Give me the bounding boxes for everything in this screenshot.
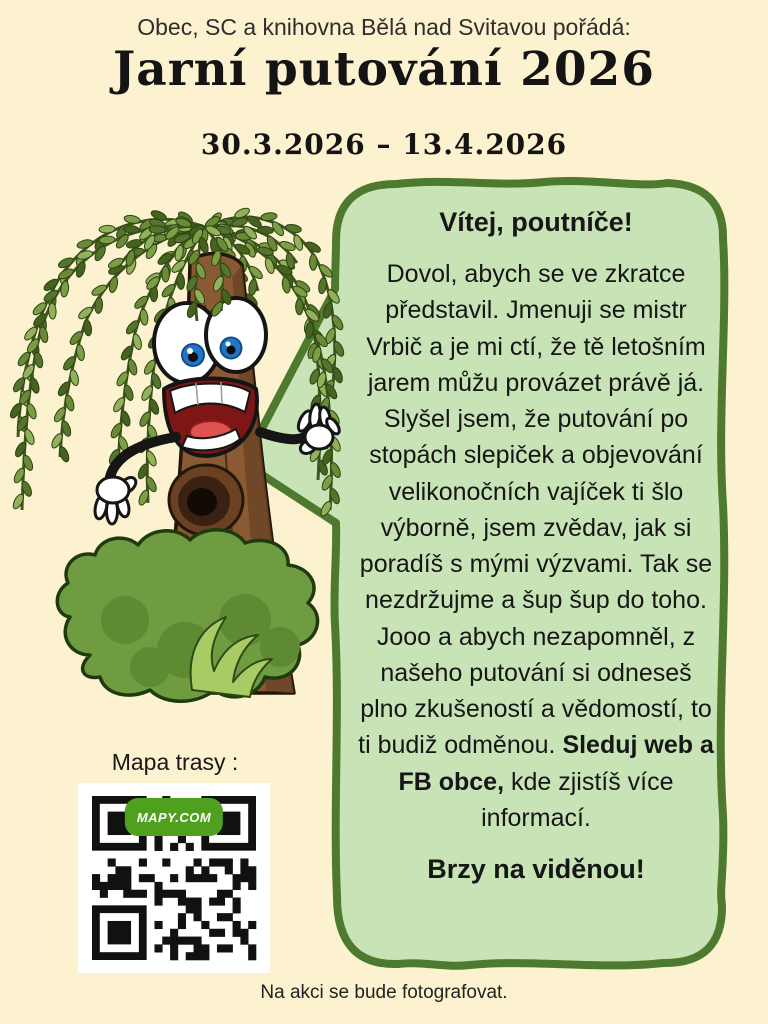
mapy-badge xyxy=(125,798,223,836)
map-label: Mapa trasy : xyxy=(111,749,239,775)
bubble-body-text: Dovol, abych se ve zkratce představil. Jmenuji se mistr Vrbič a je mi ctí, že tě letošním jarem můžu provázet právě já. Slyšel jsem, že putování po stopách slepiček a objevování velikonočních vajíček ti šlo výborně, jsem zvědav, jak si poradíš s mými výzvami. Tak se nezdržujme a šup šup do toho. Jooo a abych nezapomněl, z našeho putování si odneseš plno zkušeností a vědomostí, to ti budiž odměnou. xyxy=(358,260,713,760)
bubble-greeting: Vítej, poutníče! xyxy=(439,207,633,237)
bubble-callout-bold: Sleduj web a FB obce, xyxy=(398,731,714,796)
glove-left xyxy=(93,475,139,524)
willow-tree-character xyxy=(0,185,350,745)
bush xyxy=(57,530,317,701)
organizer-line: Obec, SC a knihovna Bělá nad Svitavou pořádá: xyxy=(137,14,631,40)
bubble-body xyxy=(356,256,716,836)
trunk-knot xyxy=(169,465,243,535)
speech-bubble-text xyxy=(356,197,716,889)
footer-note: Na akci se bude fotografovat. xyxy=(260,982,508,1003)
mapy-badge-label: MAPY.COM xyxy=(136,810,212,825)
bubble-closing: Brzy na viděnou! xyxy=(427,854,645,885)
poster-title: Jarní putování 2026 xyxy=(113,42,655,97)
qr-card xyxy=(78,783,270,973)
bubble-callout-rest: kde zjistíš více informací. xyxy=(481,767,674,832)
date-range: 30.3.2026 – 13.4.2026 xyxy=(200,128,568,161)
